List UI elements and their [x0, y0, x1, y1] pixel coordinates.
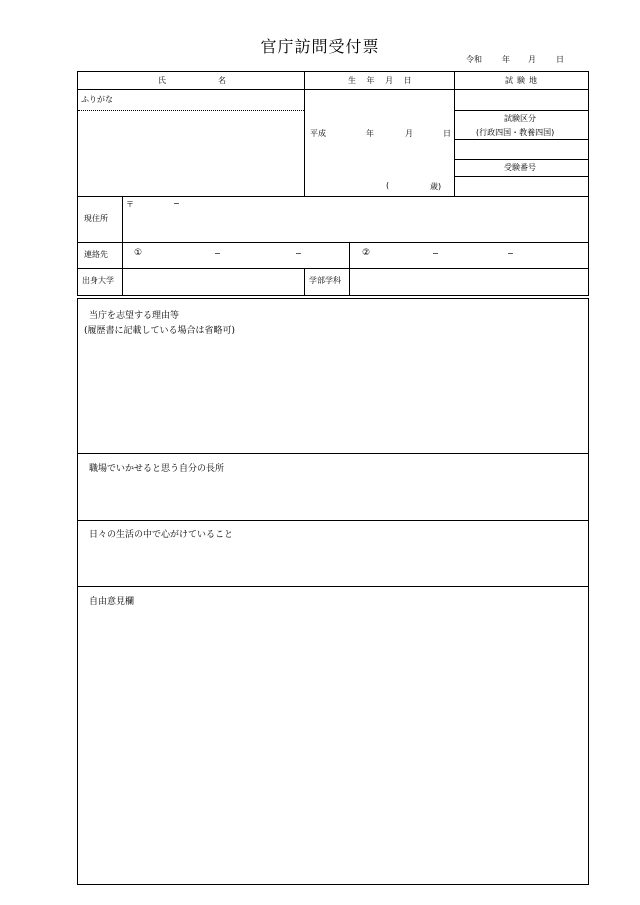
divider — [349, 242, 350, 268]
age-close: 歳) — [430, 182, 442, 191]
header-divider — [77, 89, 589, 90]
divider — [349, 268, 350, 295]
divider — [454, 71, 455, 197]
divider — [77, 268, 589, 269]
divider — [77, 242, 589, 243]
divider — [454, 110, 589, 111]
contact-first-mark: ① — [134, 248, 143, 258]
date-month: 月 — [528, 55, 536, 64]
name-header-1: 氏 — [158, 76, 166, 85]
exam-number-label: 受験番号 — [504, 163, 536, 172]
exam-site-header: 試験地 — [505, 76, 541, 85]
date-era: 令和 — [466, 55, 482, 64]
faculty-label: 学部学科 — [309, 276, 341, 285]
postal-dash: − — [173, 199, 180, 208]
essay-section — [77, 298, 589, 885]
date-day: 日 — [556, 55, 564, 64]
university-label: 出身大学 — [82, 276, 114, 285]
birth-year: 年 — [366, 129, 374, 138]
name-field[interactable] — [78, 111, 304, 196]
divider — [77, 453, 589, 454]
postal-mark: 〒 — [126, 200, 134, 209]
divider — [122, 196, 123, 295]
contact-second-dash-2: − — [507, 249, 514, 258]
name-header-2: 名 — [218, 76, 226, 85]
strengths-label: 職場でいかせると思う自分の長所 — [89, 464, 225, 474]
form-title: 官庁訪問受付票 — [260, 37, 380, 56]
exam-category-note: (行政四国・教養四国) — [476, 128, 555, 137]
contact-first-dash-1: − — [214, 249, 221, 258]
motivation-label: 当庁を志望する理由等 — [89, 311, 180, 321]
divider — [304, 268, 305, 295]
address-label: 現住所 — [84, 214, 108, 223]
birth-day: 日 — [443, 129, 451, 138]
divider — [454, 176, 589, 177]
exam-category-label: 試験区分 — [504, 114, 536, 123]
furigana-label: ふりがな — [81, 95, 113, 104]
contact-first-dash-2: − — [295, 249, 302, 258]
free-opinion-label: 自由意見欄 — [89, 597, 135, 607]
birth-era: 平成 — [310, 129, 326, 138]
birthdate-header: 生 年 月 日 — [348, 76, 416, 85]
divider — [77, 196, 589, 197]
motivation-note: (履歴書に記載している場合は省略可) — [84, 326, 236, 336]
divider — [454, 139, 589, 140]
divider — [304, 71, 305, 197]
contact-label: 連絡先 — [84, 250, 108, 259]
contact-second-dash-1: − — [432, 249, 439, 258]
divider — [77, 520, 589, 521]
age-open: ( — [386, 181, 390, 190]
divider — [77, 586, 589, 587]
date-year: 年 — [502, 55, 510, 64]
daily-label: 日々の生活の中で心がけていること — [89, 530, 234, 540]
contact-second-mark: ② — [362, 248, 371, 258]
divider — [454, 159, 589, 160]
birth-month: 月 — [405, 129, 413, 138]
